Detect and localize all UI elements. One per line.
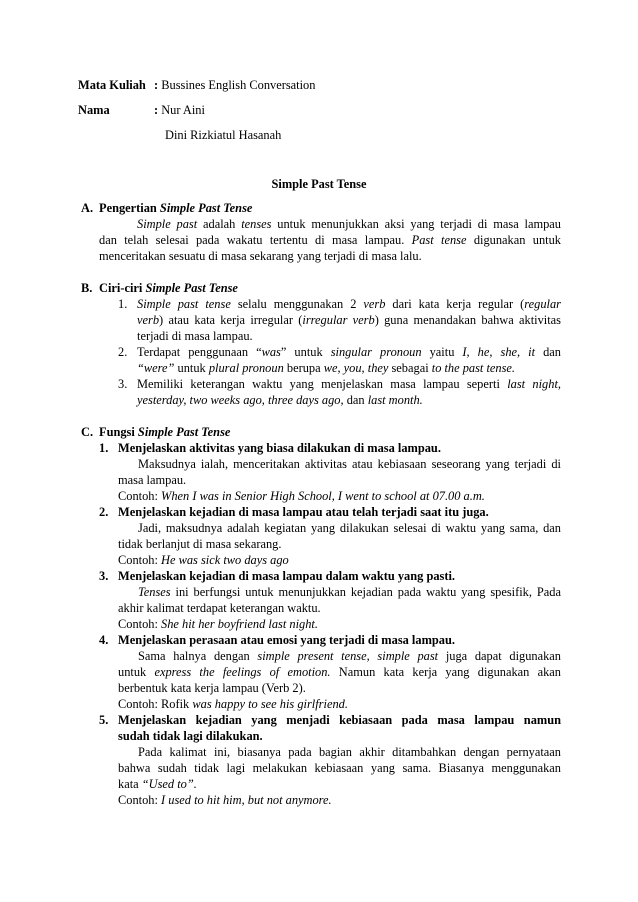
function-5-heading-line-1: Menjelaskan kejadian yang menjadi kebiasaan pada masa lampau namun — [118, 713, 561, 727]
section-b-item-1-line-2: verb) atau kata kerja irregular (irregular verb) guna menandakan bahwa aktivitas — [137, 313, 561, 327]
list-number: 4. — [99, 633, 109, 647]
section-a-line-3: menceritakan sesuatu di masa sekarang yang terjadi di masa lalu. — [99, 249, 422, 263]
section-a-line-1: Simple past adalah tenses untuk menunjukkan aksi yang terjadi di masa lampau — [137, 217, 561, 231]
function-4-line-1: Sama halnya dengan simple present tense, simple past juga dapat digunakan — [138, 649, 561, 663]
function-4-heading: Menjelaskan perasaan atau emosi yang terjadi di masa lampau. — [118, 633, 455, 647]
section-b-item-2-line-2: “were” untuk plural pronoun berupa we, you, they sebagai to the past tense. — [137, 361, 516, 375]
function-2-heading: Menjelaskan kejadian di masa lampau atau telah terjadi saat itu juga. — [118, 505, 489, 519]
function-4-line-2: untuk express the feelings of emotion. Namun kata kerja yang digunakan akan — [118, 665, 562, 679]
section-b-marker: B. — [81, 281, 93, 295]
function-5-line-2: bahwa sudah tidak lagi melakukan kebiasaan yang sama. Biasanya menggunakan — [118, 761, 561, 775]
list-number: 3. — [99, 569, 109, 583]
list-number: 2. — [99, 505, 109, 519]
section-b-item-1-line-3: terjadi di masa lampau. — [137, 329, 253, 343]
section-b-item-3-line-2: yesterday, two weeks ago, three days ago, dan last month. — [137, 393, 423, 407]
function-5-heading-line-2: sudah tidak lagi dilakukan. — [118, 729, 263, 743]
function-3-line-1: Tenses ini berfungsi untuk menunjukkan kejadian pada waktu yang spesifik, Pada — [138, 585, 561, 599]
function-2-line-2: tidak berlanjut di masa sekarang. — [118, 537, 282, 551]
function-2-line-1: Jadi, maksudnya adalah kegiatan yang dilakukan selesai di waktu yang sama, dan — [138, 521, 561, 535]
name-value: : Nur Aini — [154, 103, 205, 117]
course-label: Mata Kuliah — [78, 78, 146, 92]
section-b-item-2-line-1: Terdapat penggunaan “was” untuk singular pronoun yaitu I, he, she, it dan — [137, 345, 561, 359]
list-number: 1. — [118, 297, 128, 311]
section-b-item-3-line-1: Memiliki keterangan waktu yang menjelaskan masa lampau seperti last night, — [137, 377, 561, 391]
function-1-heading: Menjelaskan aktivitas yang biasa dilakukan di masa lampau. — [118, 441, 441, 455]
section-a-heading: Pengertian Simple Past Tense — [99, 201, 253, 215]
document-title: Simple Past Tense — [271, 177, 367, 191]
section-c-marker: C. — [81, 425, 94, 439]
course-value: : Bussines English Conversation — [154, 78, 316, 92]
function-4-line-3: berbentuk kata kerja lampau (Verb 2). — [118, 681, 306, 695]
list-number: 2. — [118, 345, 128, 359]
name-label: Nama — [78, 103, 110, 117]
section-a-line-2: dan telah selesai pada wakatu tertentu di masa lampau. Past tense digunakan untuk — [99, 233, 561, 247]
section-b-heading: Ciri-ciri Simple Past Tense — [99, 281, 238, 295]
section-c-heading: Fungsi Simple Past Tense — [99, 425, 231, 439]
function-5-line-3: kata “Used to”. — [118, 777, 197, 791]
function-4-example: Contoh: Rofik was happy to see his girlfriend. — [118, 697, 348, 711]
function-5-line-1: Pada kalimat ini, biasanya pada bagian akhir ditambahkan dengan pernyataan — [138, 745, 561, 759]
function-1-example: Contoh: When I was in Senior High School, I went to school at 07.00 a.m. — [118, 489, 485, 503]
function-1-line-1: Maksudnya ialah, menceritakan aktivitas atau kebiasaan seseorang yang terjadi di — [138, 457, 561, 471]
function-3-line-2: akhir kalimat terdapat keterangan waktu. — [118, 601, 321, 615]
name-value-2: Dini Rizkiatul Hasanah — [165, 128, 282, 142]
function-1-line-2: masa lampau. — [118, 473, 187, 487]
function-2-example: Contoh: He was sick two days ago — [118, 553, 289, 567]
list-number: 1. — [99, 441, 109, 455]
function-5-example: Contoh: I used to hit him, but not anymore. — [118, 793, 332, 807]
function-3-example: Contoh: She hit her boyfriend last night. — [118, 617, 318, 631]
course-name: Bussines English Conversation — [158, 78, 316, 92]
section-a-marker: A. — [81, 201, 94, 215]
list-number: 3. — [118, 377, 128, 391]
function-3-heading: Menjelaskan kejadian di masa lampau dalam waktu yang pasti. — [118, 569, 456, 583]
list-number: 5. — [99, 713, 109, 727]
section-b-item-1-line-1: Simple past tense selalu menggunakan 2 verb dari kata kerja regular (regular — [137, 297, 561, 311]
